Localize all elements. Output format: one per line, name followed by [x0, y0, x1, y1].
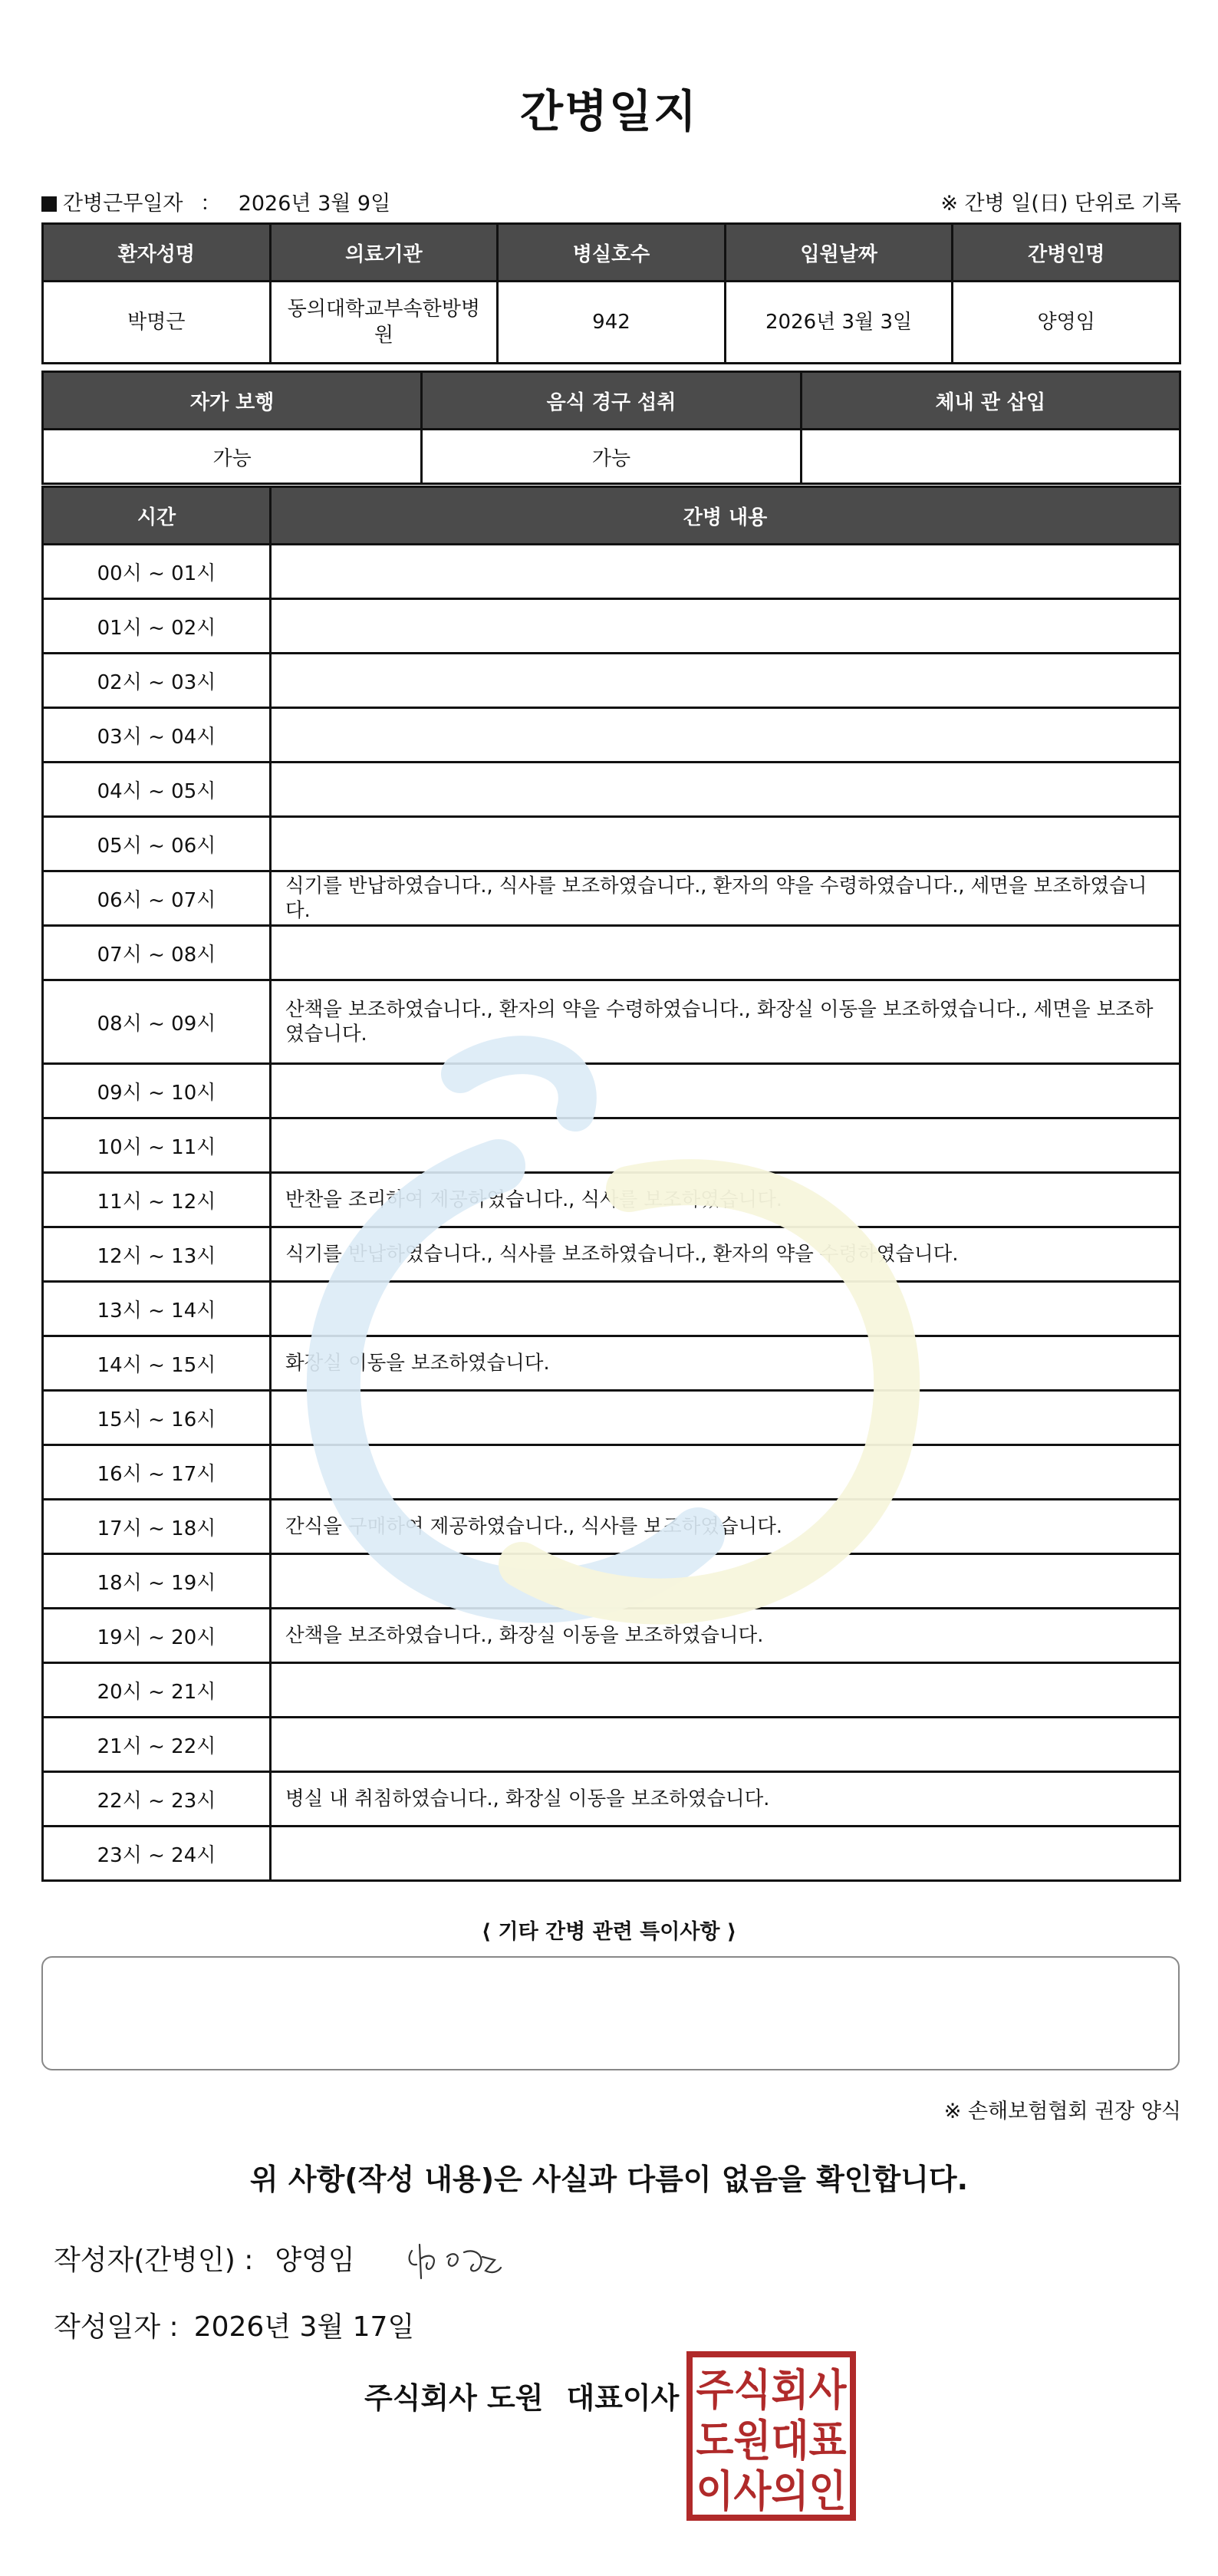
notes-box [41, 1956, 1180, 2070]
square-bullet-icon [41, 196, 57, 212]
log-row [43, 763, 1180, 817]
work-date-value: 2026년 3월 9일 [238, 192, 391, 216]
care-log-table [41, 486, 1181, 1882]
log-content-cell [271, 1064, 1180, 1118]
log-time-cell: 09시 ~ 10시 [43, 1064, 271, 1118]
log-row [43, 1227, 1180, 1282]
status-header-row [43, 372, 1180, 430]
writer-row [54, 2238, 355, 2278]
oral-intake-value: 가능 [422, 430, 801, 484]
header-oral-intake: 음식 경구 섭취 [422, 372, 801, 430]
log-time-cell: 10시 ~ 11시 [43, 1118, 271, 1173]
header-tube-insertion: 체내 관 삽입 [801, 372, 1180, 430]
log-row [43, 1500, 1180, 1554]
tube-insertion-value [801, 430, 1180, 484]
log-row [43, 871, 1180, 926]
log-time-cell: 16시 ~ 17시 [43, 1445, 271, 1500]
log-row [43, 1663, 1180, 1718]
log-row [43, 926, 1180, 980]
patient-status-table [41, 371, 1181, 485]
log-content-cell: 간식을 구매하여 제공하였습니다., 식사를 보조하였습니다. [271, 1500, 1180, 1554]
company-name: 주식회사 도원 [364, 2381, 544, 2415]
log-time-cell: 21시 ~ 22시 [43, 1718, 271, 1772]
log-content-cell [271, 926, 1180, 980]
info-header-row [43, 224, 1180, 282]
log-content-cell: 식기를 반납하였습니다., 식사를 보조하였습니다., 환자의 약을 수령하였습니다. [271, 1227, 1180, 1282]
log-content-cell [271, 599, 1180, 654]
log-time-cell: 07시 ~ 08시 [43, 926, 271, 980]
log-time-cell: 02시 ~ 03시 [43, 654, 271, 708]
admission-date: 2026년 3월 3일 [725, 282, 953, 364]
log-content-cell [271, 1445, 1180, 1500]
log-content-cell: 식기를 반납하였습니다., 식사를 보조하였습니다., 환자의 약을 수령하였습니다., 세면을 보조하였습니다. [271, 871, 1180, 926]
log-row [43, 1282, 1180, 1336]
representative-title: 대표이사 [566, 2381, 680, 2415]
log-content-cell [271, 1554, 1180, 1609]
work-date-label: 간병근무일자 [63, 192, 183, 216]
log-row [43, 1718, 1180, 1772]
writer-label: 작성자(간병인) : [54, 2245, 254, 2276]
seal-text-row: 도원대표 [696, 2416, 847, 2466]
log-row [43, 1336, 1180, 1391]
log-row [43, 1554, 1180, 1609]
log-row [43, 1391, 1180, 1445]
log-row [43, 708, 1180, 763]
header-self-walking: 자가 보행 [43, 372, 422, 430]
log-row [43, 1118, 1180, 1173]
log-content-cell: 산책을 보조하였습니다., 환자의 약을 수령하였습니다., 화장실 이동을 보조하였습니다., 세면을 보조하였습니다. [271, 980, 1180, 1064]
log-time-cell: 13시 ~ 14시 [43, 1282, 271, 1336]
log-content-cell: 병실 내 취침하였습니다., 화장실 이동을 보조하였습니다. [271, 1772, 1180, 1827]
log-time-cell: 11시 ~ 12시 [43, 1173, 271, 1227]
log-row [43, 1772, 1180, 1827]
header-room-number: 병실호수 [498, 224, 726, 282]
log-header-row [43, 487, 1180, 545]
confirmation-statement: 위 사항(작성 내용)은 사실과 다름이 없음을 확인합니다. [249, 2163, 969, 2196]
caregiver-name: 양영임 [953, 282, 1180, 364]
room-number: 942 [498, 282, 726, 364]
unit-note: ※ 간병 일(日) 단위로 기록 [940, 192, 1181, 216]
company-seal-stamp [685, 2350, 858, 2522]
seal-text-row: 주식회사 [696, 2366, 848, 2416]
log-time-cell: 01시 ~ 02시 [43, 599, 271, 654]
written-date-row [54, 2305, 414, 2344]
log-time-cell: 12시 ~ 13시 [43, 1227, 271, 1282]
log-content-cell [271, 654, 1180, 708]
written-date-label: 작성일자 : [54, 2311, 179, 2343]
writer-name: 양영임 [275, 2245, 355, 2276]
page-title: 간병일지 [519, 85, 699, 137]
log-row [43, 1445, 1180, 1500]
work-date [41, 186, 390, 216]
log-time-cell: 14시 ~ 15시 [43, 1336, 271, 1391]
log-time-cell: 03시 ~ 04시 [43, 708, 271, 763]
log-content-cell [271, 708, 1180, 763]
log-time-cell: 18시 ~ 19시 [43, 1554, 271, 1609]
seal-text-row: 이사의인 [696, 2467, 847, 2517]
log-body [43, 545, 1180, 1881]
log-content-cell [271, 1391, 1180, 1445]
log-content-cell [271, 763, 1180, 817]
log-row [43, 817, 1180, 871]
log-time-cell: 17시 ~ 18시 [43, 1500, 271, 1554]
log-content-cell: 반찬을 조리하여 제공하였습니다., 식사를 보조하였습니다. [271, 1173, 1180, 1227]
log-row [43, 1827, 1180, 1881]
patient-info-table [41, 222, 1181, 364]
info-value-row [43, 282, 1180, 364]
patient-name: 박명근 [43, 282, 271, 364]
log-content-cell [271, 817, 1180, 871]
log-time-cell: 19시 ~ 20시 [43, 1609, 271, 1663]
log-row [43, 1609, 1180, 1663]
signature-image [403, 2234, 510, 2288]
log-time-cell: 06시 ~ 07시 [43, 871, 271, 926]
header-time: 시간 [43, 487, 271, 545]
log-time-cell: 05시 ~ 06시 [43, 817, 271, 871]
log-content-cell [271, 1718, 1180, 1772]
self-walking-value: 가능 [43, 430, 422, 484]
log-time-cell: 08시 ~ 09시 [43, 980, 271, 1064]
form-source-note: ※ 손해보험협회 권장 양식 [943, 2100, 1181, 2123]
header-admission-date: 입원날짜 [725, 224, 953, 282]
written-date-value: 2026년 3월 17일 [193, 2311, 415, 2343]
log-content-cell: 산책을 보조하였습니다., 화장실 이동을 보조하였습니다. [271, 1609, 1180, 1663]
header-caregiver-name: 간병인명 [953, 224, 1180, 282]
log-time-cell: 04시 ~ 05시 [43, 763, 271, 817]
log-row [43, 1064, 1180, 1118]
log-row [43, 654, 1180, 708]
log-time-cell: 20시 ~ 21시 [43, 1663, 271, 1718]
log-content-cell [271, 1118, 1180, 1173]
log-content-cell [271, 1282, 1180, 1336]
log-time-cell: 15시 ~ 16시 [43, 1391, 271, 1445]
hospital-name: 동의대학교부속한방병원 [270, 282, 498, 364]
log-row [43, 599, 1180, 654]
header-care-content: 간병 내용 [271, 487, 1180, 545]
header-patient-name: 환자성명 [43, 224, 271, 282]
log-row [43, 1173, 1180, 1227]
log-time-cell: 23시 ~ 24시 [43, 1827, 271, 1881]
log-content-cell [271, 545, 1180, 599]
log-row [43, 980, 1180, 1064]
notes-title: ⟨ 기타 간병 관련 특이사항 ⟩ [481, 1920, 737, 1944]
status-value-row [43, 430, 1180, 484]
company-line [364, 2374, 679, 2416]
log-time-cell: 22시 ~ 23시 [43, 1772, 271, 1827]
work-date-separator: ： [200, 192, 222, 216]
log-time-cell: 00시 ~ 01시 [43, 545, 271, 599]
header-hospital: 의료기관 [270, 224, 498, 282]
log-content-cell [271, 1663, 1180, 1718]
log-content-cell: 화장실 이동을 보조하였습니다. [271, 1336, 1180, 1391]
log-content-cell [271, 1827, 1180, 1881]
log-row [43, 545, 1180, 599]
